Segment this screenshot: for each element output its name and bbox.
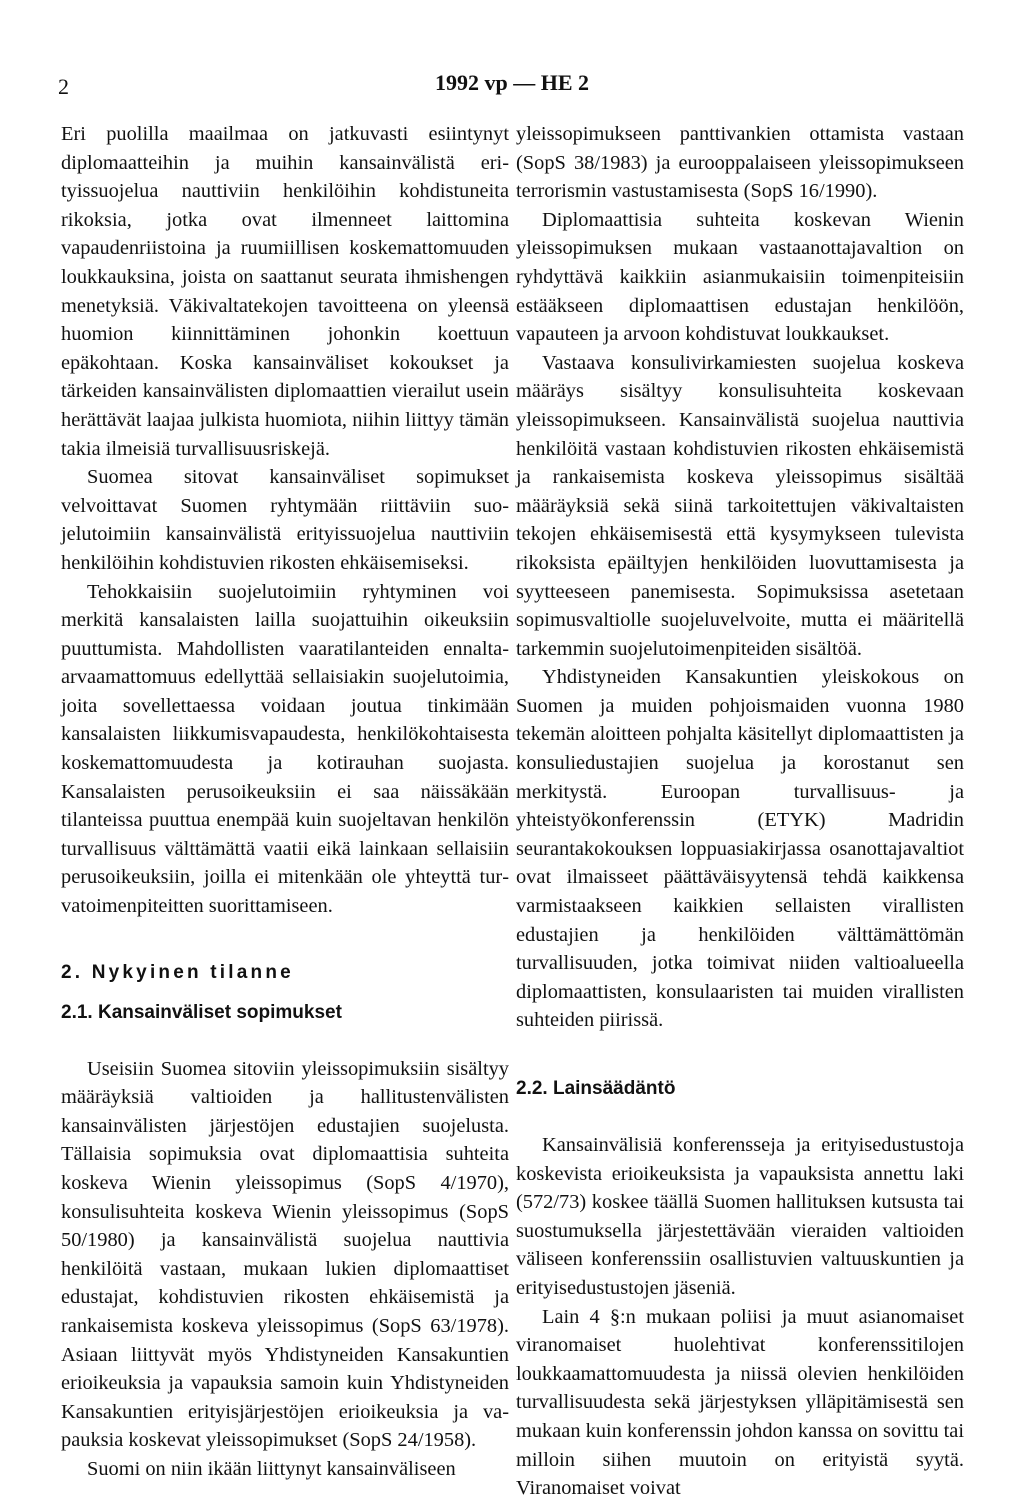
paragraph: Useisiin Suomea sitoviin yleissopimuksiin sisältyy määräyksiä valtioiden ja hallitustenvälisten kansainvälisten järjestöjen edustajien suojelusta. Tällaisia sopimuksia ovat diplomaattisia suhteita koskeva Wienin yleissopimus (SopS 4/1970), konsulisuhteita koskeva Wienin yleissopimus (SopS 50/1980) ja kansainvälistä suojelua nauttivia henkilöitä vastaan, mukaan lukien diplomaattiset edustajat, kohdistuvien rikosten ehkäisemistä ja rankaisemista koskeva yleissopimus (SopS 63/1978). Asiaan liittyvät myös Yhdistyneiden Kansakuntien erioikeuksia ja vapauksia samoin kuin Yhdistyneiden Kansakuntien erityisjärjestöjen erioikeuksia ja vapauksia koskevat yleissopimukset (SopS 24/1958). bbox=[61, 1057, 509, 1452]
paragraph: Lain 4 §:n mukaan poliisi ja muut asianomaiset viranomaiset huolehtivat konferenssitilojen loukkaamattomuudesta ja niissä olevien henkilöiden turvallisuudesta sekä järjestyksen ylläpitämisestä sen mukaan kuin konferenssin johdon kanssa on sovittu tai milloin siihen muutoin on erityistä syytä. Viranomaiset voivat bbox=[516, 1305, 964, 1500]
right-column bbox=[516, 120, 964, 1503]
page-number: 2 bbox=[58, 74, 69, 99]
paragraph: Tehokkaisiin suojelutoimiin ryhtyminen voi merkitä kansalaisten lailla suojattuihin oikeuksiin puuttumista. Mahdollisten vaaratilanteiden ennalta-arvaamattomuus edellyttää sellaisiakin suojelutoimia, joita sovellettaessa voidaan joutua tinkimään kansalaisten liikkumisvapaudesta, henkilökohtaisesta koskemattomuudesta ja kotirauhan suojasta. Kansalaisten perusoikeuksiin ei saa näissäkään tilanteissa puuttua enempää kuin suojeltavan henkilön turvallisuus välttämättä vaatii eikä lainkaan sellaisiin perusoikeuksiin, joilla ei mitenkään ole yhteyttä turvatoimenpiteitten suorittamiseen. bbox=[61, 580, 509, 918]
subsection-heading: 2.2. Lainsäädäntö bbox=[516, 1078, 676, 1099]
section-heading: 2. Nykyinen tilanne bbox=[61, 961, 294, 983]
paragraph: Yhdistyneiden Kansakuntien yleiskokous on Suomen ja muiden pohjoismaiden vuonna 1980 tekemän aloitteen pohjalta käsitellyt diplomaattisten ja konsuliedustajien suojelua ja korostanut sen merkitystä. Euroopan turvallisuus- ja yhteistyökonferenssin (ETYK) Madridin seurantakokouksen loppuasiakirjassa osanottajavaltiot ovat ilmaisseet päättäväisyytensä tehdä kaikkensa varmistaakseen kaikkien sellaisten virallisten edustajien ja henkilöiden välttämättömän turvallisuuden, jotka toimivat niiden valtioalueella diplomaattisten, konsulaaristen tai muiden virallisten suhteiden piirissä. bbox=[516, 666, 964, 1032]
paragraph: Suomi on niin ikään liittynyt kansainväliseen bbox=[87, 1457, 456, 1480]
paragraph: Suomea sitovat kansainväliset sopimukset velvoittavat Suomen ryhtymään riittäviin suojelutoimiin kansainvälistä erityissuojelua nauttiviin henkilöihin kohdistuvien rikosten ehkäisemiseksi. bbox=[61, 466, 509, 574]
left-column bbox=[61, 120, 509, 1484]
paragraph: Eri puolilla maailmaa on jatkuvasti esiintynyt diplomaatteihin ja muihin kansainvälistä erityissuojelua nauttiviin henkilöihin kohdistuneita rikoksia, jotka ovat ilmenneet laittomina vapaudenriistoina ja ruumiillisen koskemattomuuden loukkauksina, joista on saattanut seurata ihmishengen menetyksiä. Väkivaltatekojen tavoitteena on yleensä huomion kiinnittäminen johonkin koettuun epäkohtaan. Koska kansainväliset kokoukset ja tärkeiden kansainvälisten diplomaattien vierailut usein herättävät laajaa julkista huomiota, niihin liittyy tämän takia ilmeisiä turvallisuusriskejä. bbox=[61, 123, 509, 460]
running-head: 1992 vp — HE 2 bbox=[434, 70, 590, 95]
paragraph: Vastaava konsulivirkamiesten suojelua koskeva määräys sisältyy konsulisuhteita koskevaan yleissopimukseen. Kansainvälistä suojelua nauttivia henkilöitä vastaan kohdistuvien rikosten ehkäisemistä ja rankaisemista koskeva yleissopimus sisältää määräyksiä sekä siinä tarkoitettujen väkivaltaisten tekojen ehkäisemisestä että kysymykseen tulevista rikoksista epäiltyjen henkilöiden luovuttamisesta ja syytteeseen panemisesta. Sopimuksissa asetetaan sopimusvaltiolle suojeluvelvoite, mutta ei määritellä tarkemmin suojelutoimenpiteiden sisältöä. bbox=[516, 351, 964, 660]
paragraph: Kansainvälisiä konferensseja ja erityisedustustoja koskevista erioikeuksista ja vapauksista annettu laki (572/73) koskee täällä Suomen hallituksen kutsusta tai suostumuksella järjestettävään vieraiden valtioiden väliseen konferenssiin osallistuvien valtuuskuntien ja erityisedustustojen jäseniä. bbox=[516, 1134, 964, 1299]
paragraph: Diplomaattisia suhteita koskevan Wienin yleissopimuksen mukaan vastaanottajavaltion on ryhdyttävä kaikkiin asianmukaisiin toimenpiteisiin estääkseen diplomaattisen edustajan henkilöön, vapauteen ja arvoon kohdistuvat loukkaukset. bbox=[516, 208, 964, 346]
paragraph: yleissopimukseen panttivankien ottamista vastaan (SopS 38/1983) ja eurooppalaiseen yleissopimukseen terrorismin vastustamisesta (SopS 16/1990). bbox=[516, 123, 964, 203]
subsection-heading: 2.1. Kansainväliset sopimukset bbox=[61, 1001, 342, 1023]
